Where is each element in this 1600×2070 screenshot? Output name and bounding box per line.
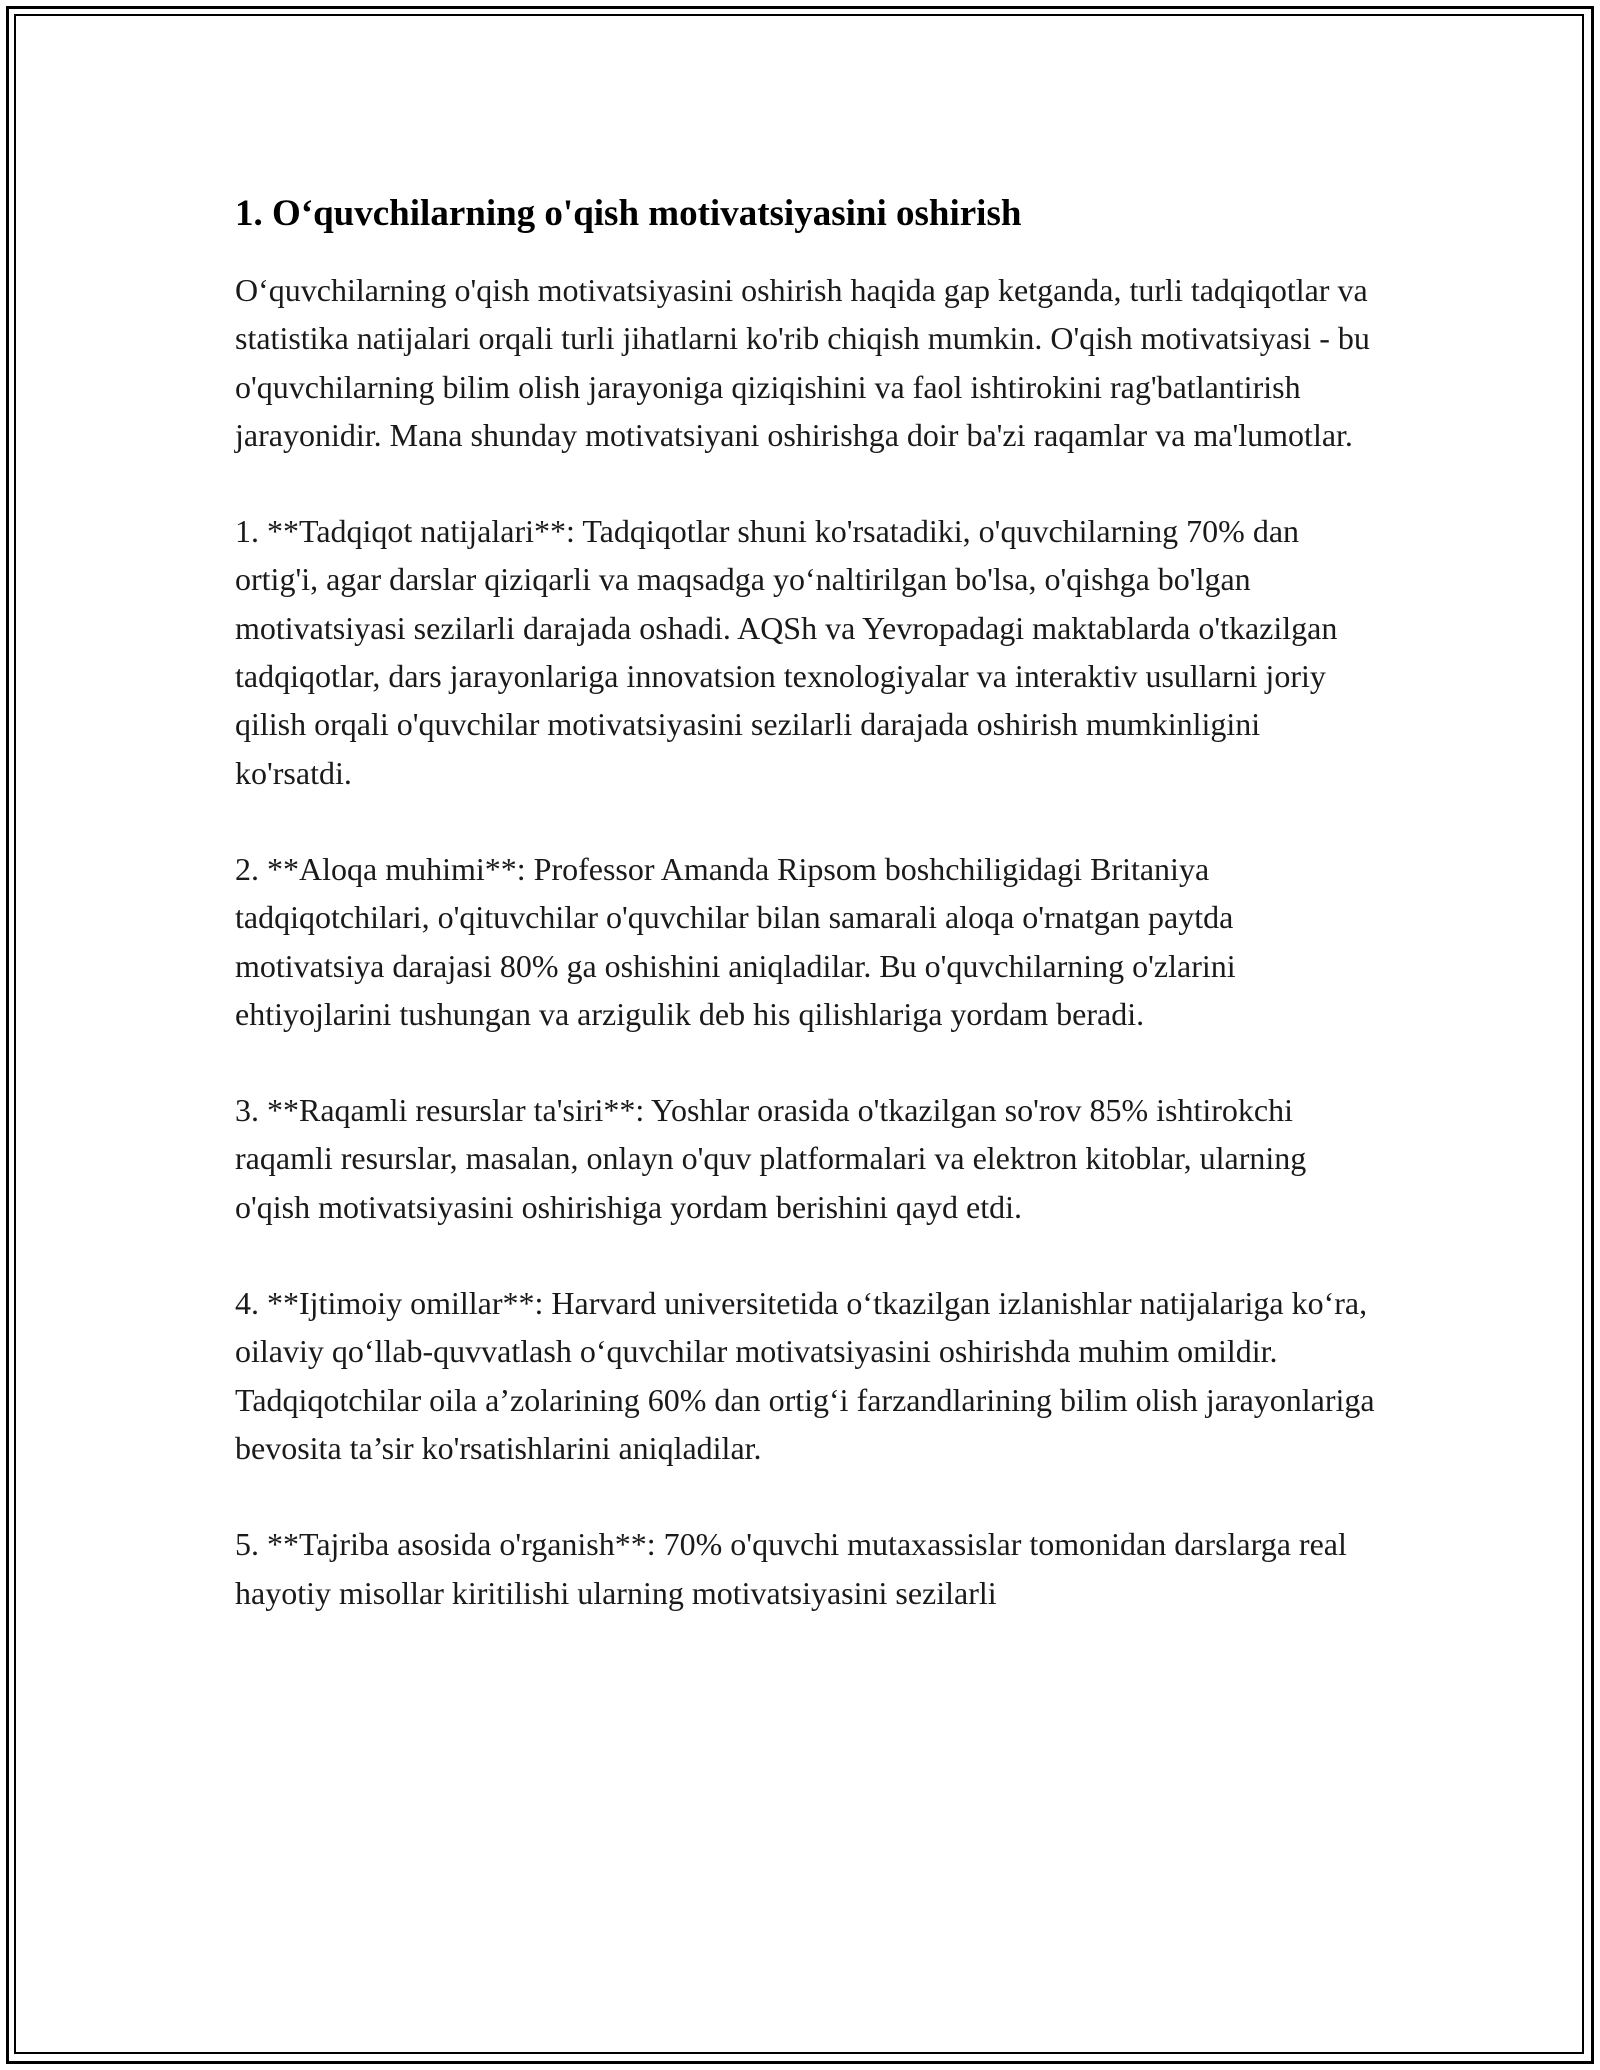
- list-item-digital-resources: 3. **Raqamli resurslar ta'siri**: Yoshlar orasida o'tkazilgan so'rov 85% ishtirokchi raqamli resurslar, masalan, onlayn o'quv platformalari va elektron kitoblar, ularning o'qish motivatsiyasini oshirishiga yordam berishini qayd etdi.: [235, 1092, 1307, 1225]
- document-title: 1. O‘quvchilarning o'qish motivatsiyasini oshirish: [235, 193, 1022, 234]
- document-body: [235, 188, 1375, 1617]
- list-item-research-results: 1. **Tadqiqot natijalari**: Tadqiqotlar shuni ko'rsatadiki, o'quvchilarning 70% dan ortig'i, agar darslar qiziqarli va maqsadga yo‘naltirilgan bo'lsa, o'qishga bo'lgan motivatsiyasi sezilarli darajada oshadi. AQSh va Yevropadagi maktablarda o'tkazilgan tadqiqotlar, dars jarayonlariga innovatsion texnologiyalar va interaktiv usullarni joriy qilish orqali o'quvchilar motivatsiyasini sezilarli darajada oshirish mumkinligini ko'rsatdi.: [235, 513, 1338, 791]
- list-item-experiential-learning: 5. **Tajriba asosida o'rganish**: 70% o'quvchi mutaxassislar tomonidan darslarga real hayotiy misollar kiritilishi ularning motivatsiyasini sezilarli: [235, 1526, 1347, 1611]
- list-item-communication: 2. **Aloqa muhimi**: Professor Amanda Ripsom boshchiligidagi Britaniya tadqiqotchilari, o'qituvchilar o'quvchilar bilan samarali aloqa o'rnatgan paytda motivatsiya darajasi 80% ga oshishini aniqladilar. Bu o'quvchilarning o'zlarini ehtiyojlarini tushungan va arzigulik deb his qilishlariga yordam beradi.: [235, 850, 1236, 1032]
- intro-paragraph: O‘quvchilarning o'qish motivatsiyasini oshirish haqida gap ketganda, turli tadqiqotlar va statistika natijalari orqali turli jihatlarni ko'rib chiqish mumkin. O'qish motivatsiyasi - bu o'quvchilarning bilim olish jarayoniga qiziqishini va faol ishtirokini rag'batlantirish jarayonidir. Mana shunday motivatsiyani oshirishga doir ba'zi raqamlar va ma'lumotlar.: [235, 272, 1370, 453]
- list-item-social-factors: 4. **Ijtimoiy omillar**: Harvard universitetida o‘tkazilgan izlanishlar natijalariga ko‘ra, oilaviy qo‘llab-quvvatlash o‘quvchilar motivatsiyasini oshirishda muhim omildir. Tadqiqotchilar oila a’zolarining 60% dan ortig‘i farzandlarining bilim olish jarayonlariga bevosita ta’sir ko'rsatishlarini aniqladilar.: [235, 1285, 1375, 1466]
